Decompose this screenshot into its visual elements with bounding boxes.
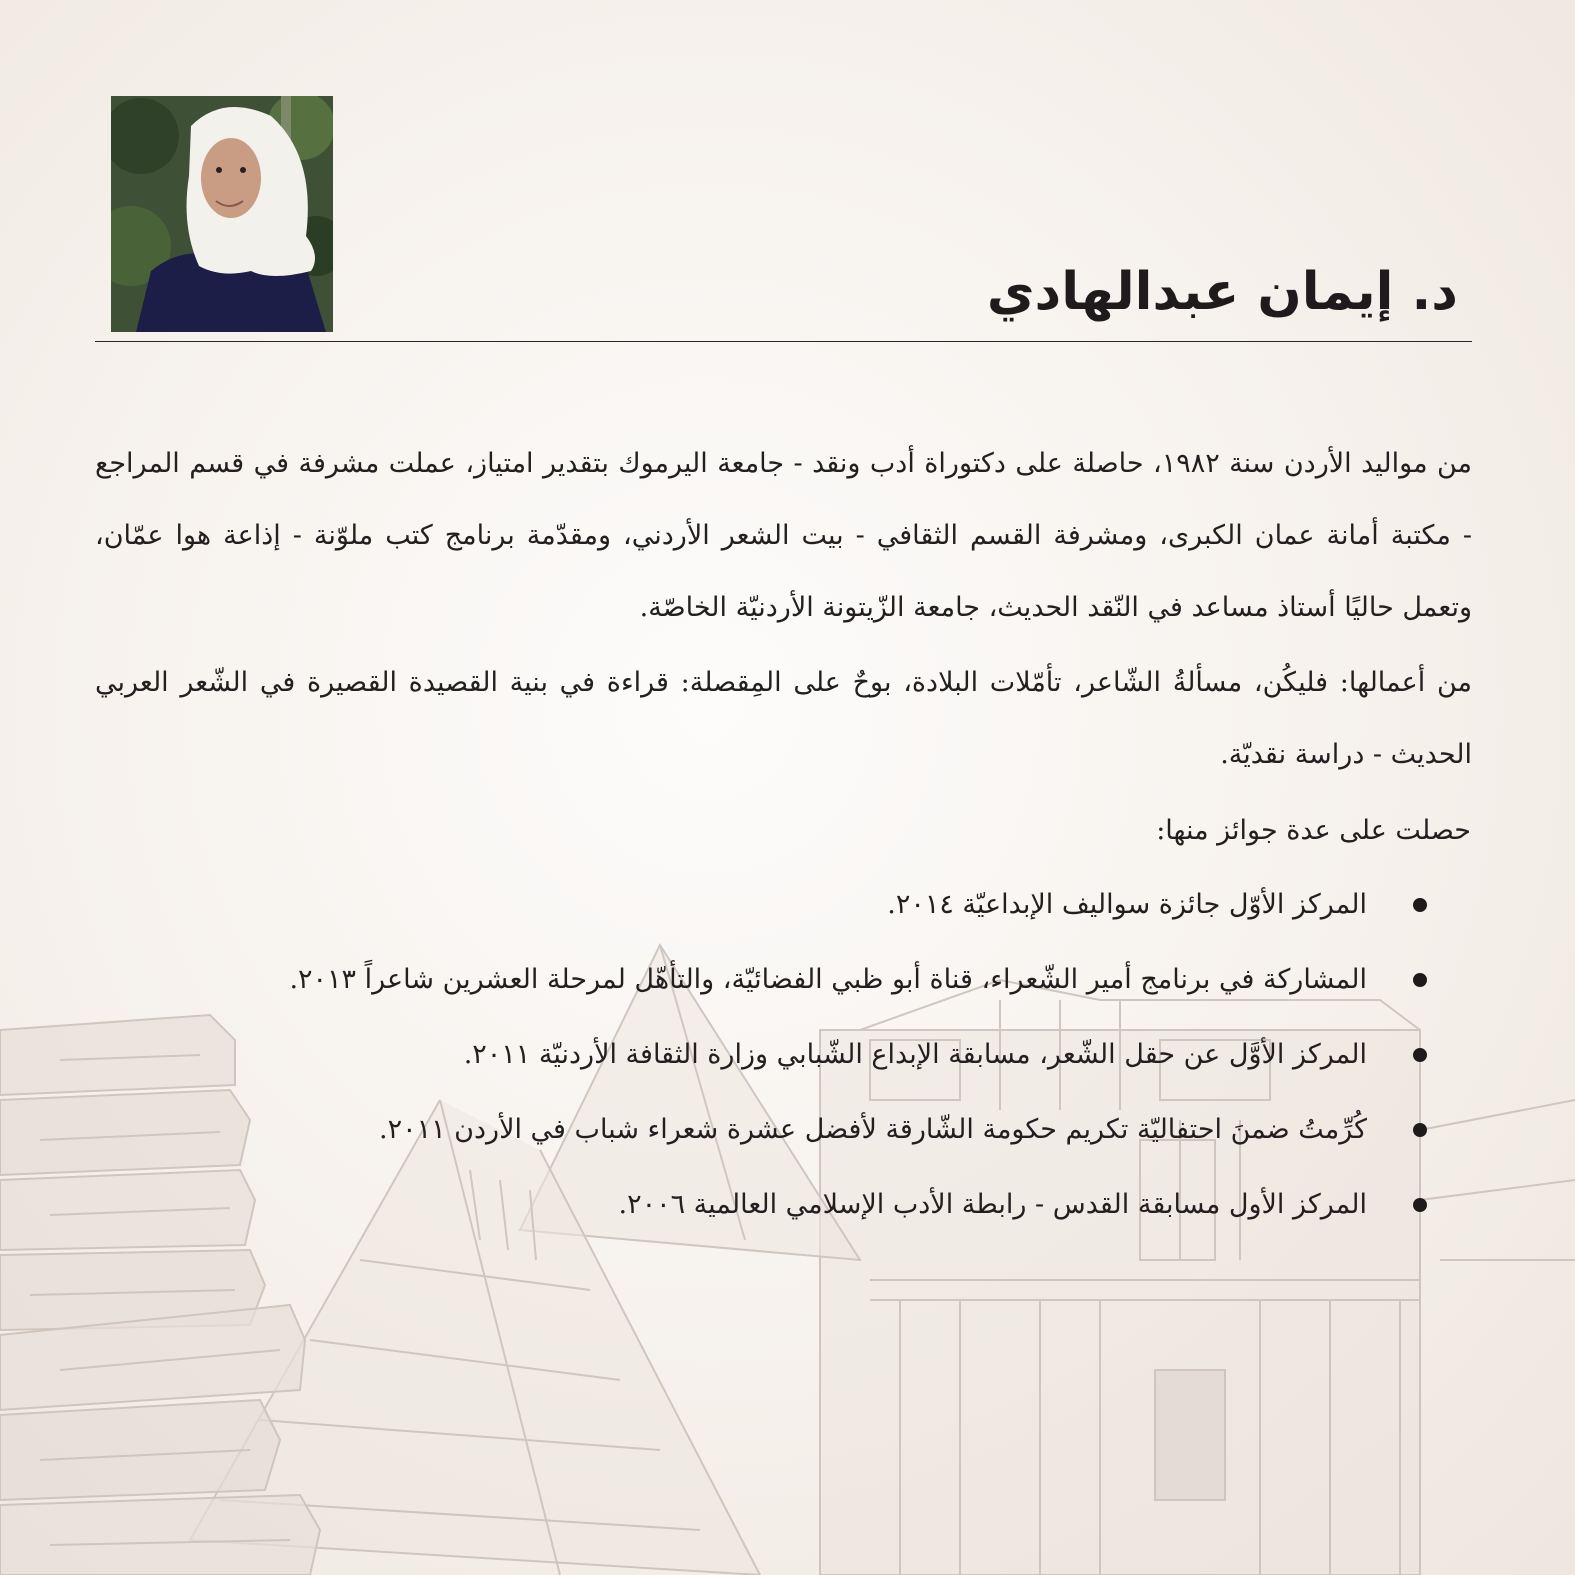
title-divider [95, 341, 1472, 342]
award-item [291, 1094, 1471, 1169]
award-text: المركز الأول مسابقة القدس - رابطة الأدب الإسلامي العالمية ٢٠٠٦. [618, 1189, 1367, 1220]
bullet-icon [1413, 1198, 1427, 1212]
award-item [291, 869, 1471, 944]
awards-list [291, 869, 1471, 1244]
award-item [291, 1019, 1471, 1094]
bullet-icon [1413, 1123, 1427, 1137]
author-name: د. إيمان عبدالهادي [986, 262, 1458, 322]
bullet-icon [1413, 898, 1427, 912]
biography-paragraph: من مواليد الأردن سنة ١٩٨٢، حاصلة على دكتوراة أدب ونقد - جامعة اليرموك بتقدير امتياز، عملت مشرفة في قسم المراجع - مكتبة أمانة عمان الكبرى، ومشرفة القسم الثقافي - بيت الشعر الأردني، ومقدّمة برنامج كتب ملوّنة - إذاعة هوا عمّان، وتعمل حاليًا أستاذ مساعد في النّقد الحديث، جامعة الزّيتونة الأردنيّة الخاصّة. [95, 448, 1472, 623]
award-item [291, 1169, 1471, 1244]
award-text: كُرِّمتُ ضمنَ احتفاليّة تكريم حكومة الشّارقة لأفضل عشرة شعراء شباب في الأردن ٢٠١١. [378, 1114, 1367, 1145]
awards-intro: حصلت على عدة جوائز منها: [1156, 815, 1471, 846]
bullet-icon [1413, 1048, 1427, 1062]
author-photo [111, 96, 333, 332]
award-text: المركز الأوَّل عن حقل الشّعر، مسابقة الإبداع الشّبابي وزارة الثقافة الأردنيّة ٢٠١١. [463, 1039, 1367, 1070]
works-paragraph: من أعمالها: فليكُن، مسألةُ الشّاعر، تأمّلات البلادة، بوحٌ على المِقصلة: قراءة في بنية القصيدة القصيرة في الشّعر العربي الحديث - دراسة نقديّة. [95, 667, 1472, 770]
bullet-icon [1413, 973, 1427, 987]
award-text: المركز الأوّل جائزة سواليف الإبداعيّة ٢٠١٤. [887, 889, 1367, 920]
award-text: المشاركة في برنامج أمير الشّعراء، قناة أبو ظبي الفضائيّة، والتأهّل لمرحلة العشرين شاعراً ٢٠١٣. [289, 964, 1367, 995]
award-item [291, 944, 1471, 1019]
